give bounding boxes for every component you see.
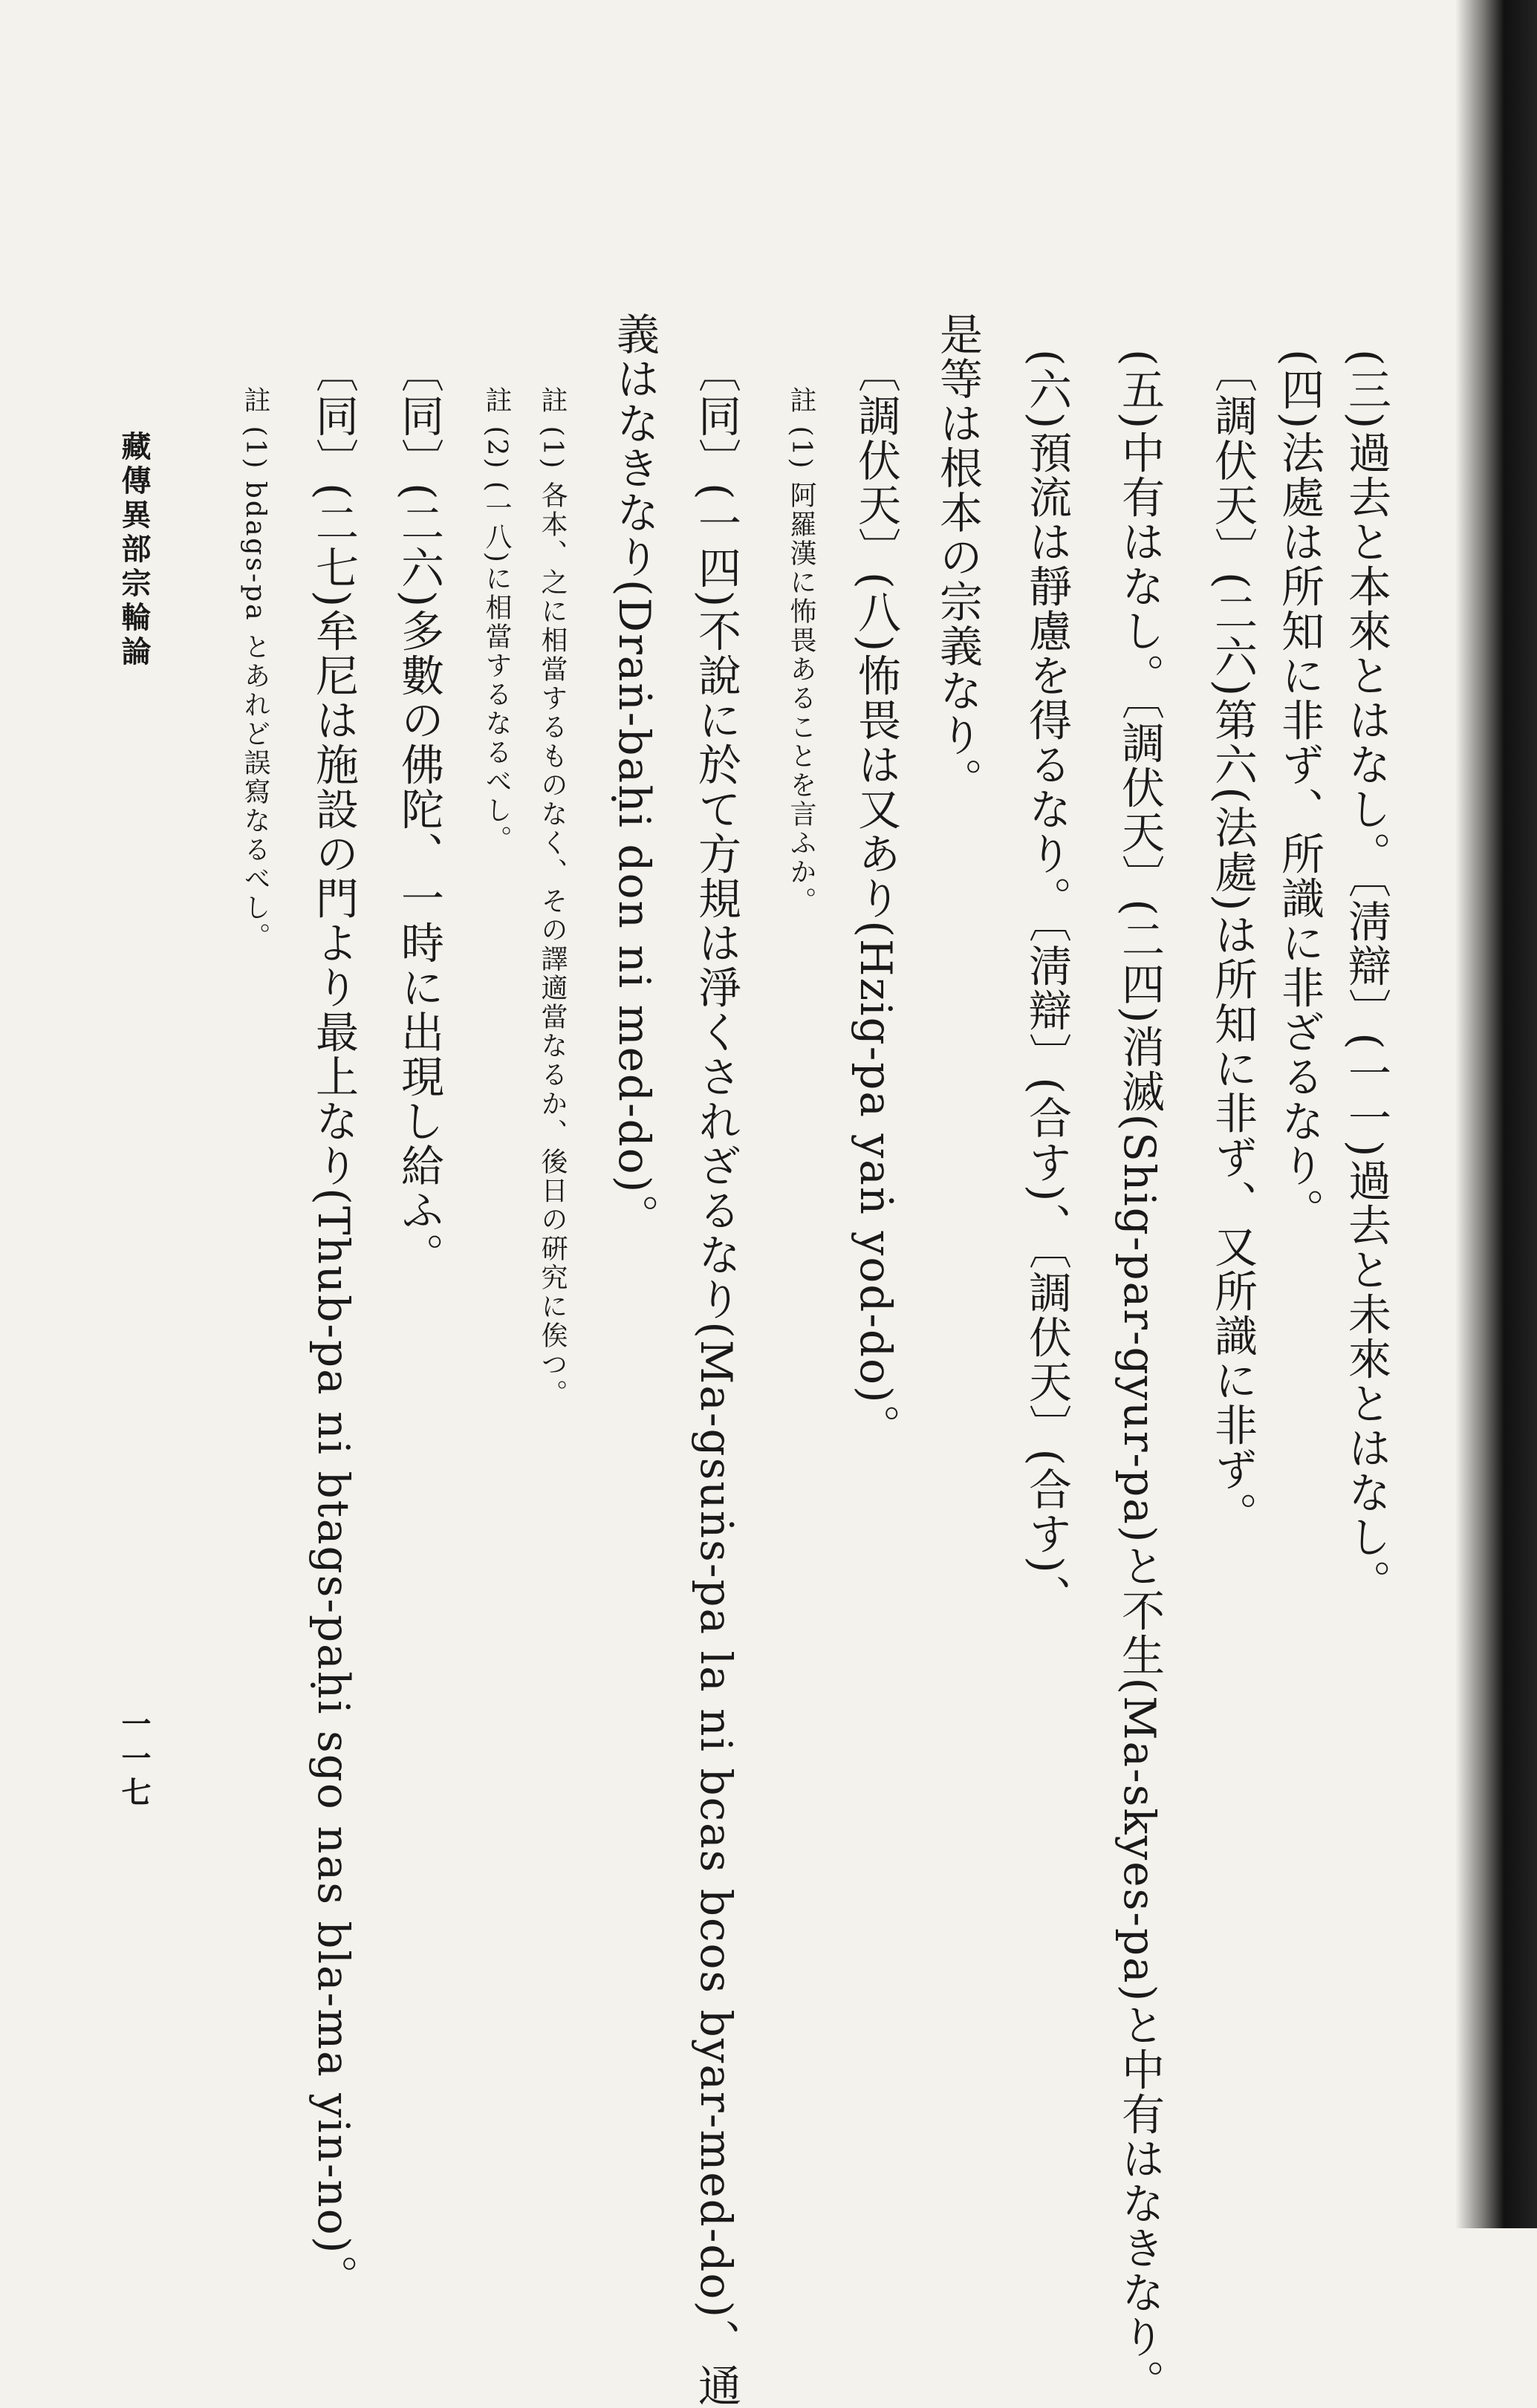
text-line: 〔同〕(二七)牟尼は施設の門より最上なり(Thub-pa ni btags-paḥi sgo nas bla-ma yin-no)。 (308, 349, 359, 2300)
text-line: 〔調伏天〕(二六)第六(法處)は所知に非ず、又所識に非ず。 (1207, 349, 1258, 1537)
footnote: 註 (1) 阿羅漢に怖畏あることを言ふか。 (786, 386, 816, 916)
running-title: 藏傳異部宗輪論 (117, 431, 152, 670)
text-line: 義はなきなり(Draṅ-baḥi don ni med-do)。 (609, 312, 660, 1239)
text-line: 〔同〕(一四)不說に於て方規は淨くされざるなり(Ma-gsuṅs-pa la ni bcas bcos byar-med-do)、通 (691, 349, 741, 2408)
text-line: (三)過去と本來とはなし。〔淸辯〕(一一)過去と未來とはなし。 (1341, 349, 1391, 1604)
text-line: 〔調伏天〕(八)怖畏は又あり(Hzig-pa yaṅ yod-do)。 (851, 349, 901, 1449)
footnote: 註 (1) 各本、之に相當するものなく、その譯適當なるか、後日の硏究に俟つ。 (537, 386, 568, 1408)
footnote: 註 (2) (一八)に相當するなるべし。 (481, 386, 512, 854)
text-line: 是等は根本の宗義なり。 (932, 312, 983, 802)
footnote: 註 (1) bdags-pa とあれど誤寫なるべし。 (240, 386, 270, 952)
text-line: 〔同〕(二六)多數の佛陀、一時に出現し給ふ。 (394, 349, 444, 1278)
page-number: 一一七 (117, 1708, 152, 1811)
binding-shadow (1455, 0, 1537, 2228)
text-line: (四)法處は所知に非ず、所識に非ざるなり。 (1274, 349, 1325, 1233)
text-line: (五)中有はなし。〔調伏天〕(二四)消滅(Shig-par-gyur-pa)と不生(Ma-skyes-pa)と中有はなきなり。 (1114, 349, 1165, 2404)
text-line: (六)預流は靜慮を得るなり。〔淸辯〕(合す)、〔調伏天〕(合す)、 (1021, 349, 1072, 1619)
